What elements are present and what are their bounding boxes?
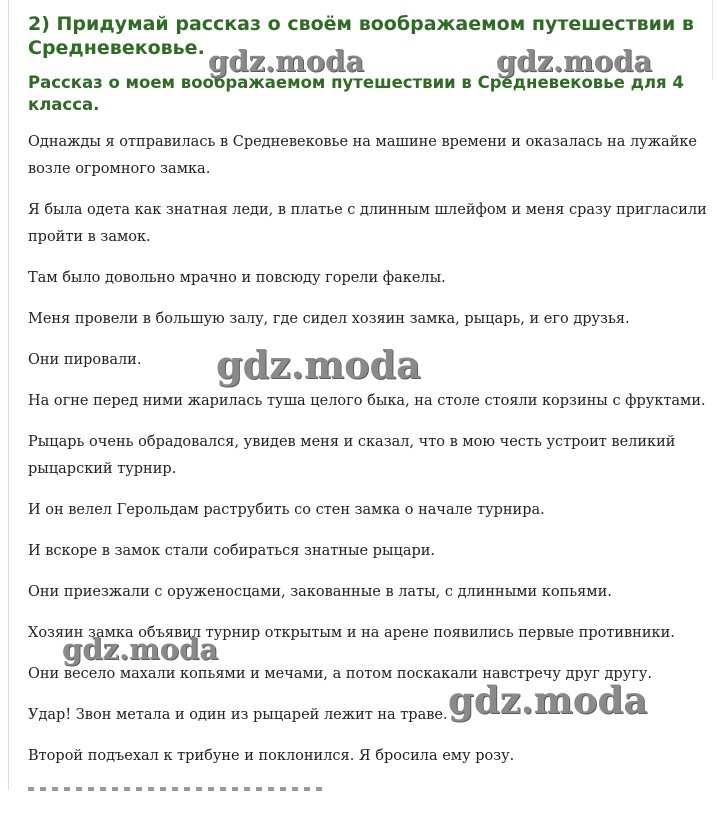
watermark: gdz.moda [496,44,653,78]
paragraph-line: Они весело махали копьями и мечами, а потом поскакали навстречу друг другу. [28,666,652,682]
paragraph-line: рыцарский турнир. [28,461,177,477]
story-paragraph [28,620,708,647]
story-heading: Рассказ о моем воображаемом путешествии в Средневековье для 4 класса. [28,73,684,114]
paragraph-line: Меня провели в большую залу, где сидел хозяин замка, рыцарь, и его друзья. [28,311,630,327]
story-paragraph [28,538,708,565]
watermark: gdz.moda [62,632,219,666]
page-title: 2) Придумай рассказ о своём воображаемом путешествии в Средневековье. [28,13,694,59]
paragraph-line: Я была одета как знатная леди, в платье с длинным шлейфом и меня сразу пригласили [28,202,707,218]
paragraph-line: Второй подъехал к трибуне и поклонился. Я бросила ему розу. [28,748,515,764]
paragraph-line: Они пировали. [28,352,142,368]
watermark: gdz.moda [448,678,648,722]
paragraph-line: На огне перед ними жарилась туша целого быка, на столе стояли корзины с фруктами. [28,393,706,409]
paragraph-line: Они приезжали с оруженосцами, закованные в латы, с длинными копьями. [28,584,612,600]
paragraph-line: Однажды я отправилась в Средневековье на машине времени и оказалась на лужайке [28,134,697,150]
story-paragraph [28,702,708,729]
story-paragraph [28,429,708,483]
paragraph-line: возле огромного замка. [28,161,211,177]
cut-off-text-line [28,787,328,791]
story-paragraph [28,579,708,606]
story-text [28,129,708,770]
left-border [8,0,9,790]
paragraph-line: Хозяин замка объявил турнир открытым и на арене появились первые противники. [28,625,675,641]
watermark: gdz.moda [216,342,421,387]
watermark: gdz.moda [208,44,365,78]
story-paragraph [28,661,708,688]
story-paragraph [28,306,708,333]
paragraph-line: пройти в замок. [28,229,151,245]
article [28,12,708,784]
story-paragraph [28,743,708,770]
paragraph-line: Рыцарь очень обрадовался, увидев меня и сказал, что в мою честь устроит великий [28,434,676,450]
story-paragraph [28,388,708,415]
story-paragraph [28,497,708,524]
story-paragraph [28,347,708,374]
paragraph-line: И он велел Герольдам раструбить со стен замка о начале турнира. [28,502,545,518]
paragraph-line: Удар! Звон метала и один из рыцарей лежит на траве. [28,707,448,723]
story-paragraph [28,265,708,292]
right-border [712,0,713,80]
paragraph-line: И вскоре в замок стали собираться знатные рыцари. [28,543,436,559]
story-paragraph [28,129,708,183]
story-paragraph [28,197,708,251]
paragraph-line: Там было довольно мрачно и повсюду горели факелы. [28,270,446,286]
